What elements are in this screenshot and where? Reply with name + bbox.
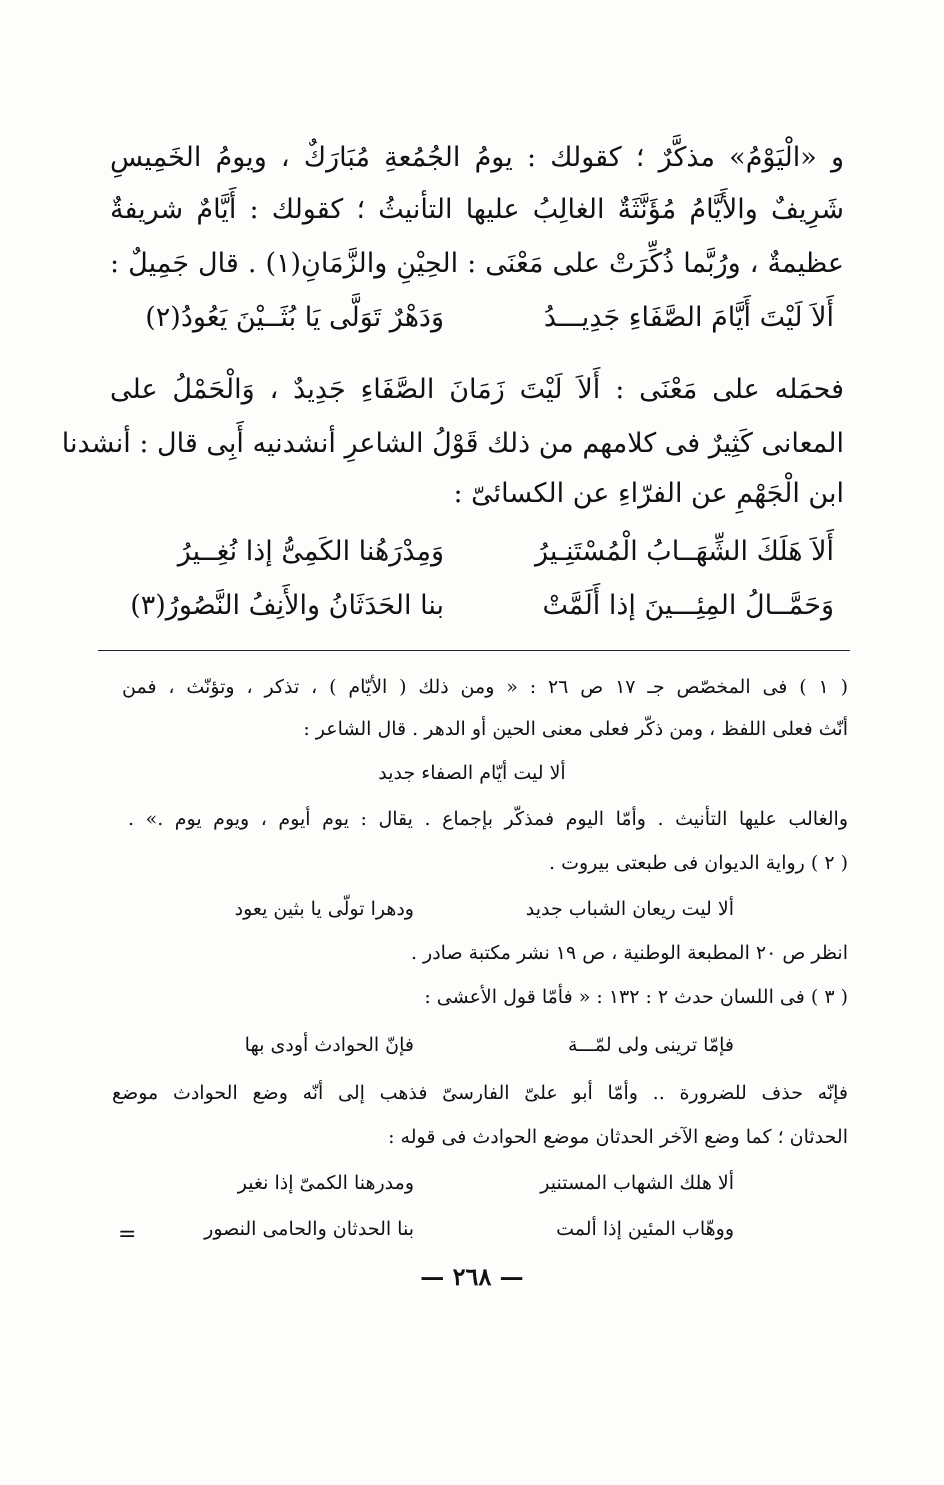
- verse2-line1-left: وَمِدْرَهُنا الكَمِىُّ إذا نُغِــيرُ: [177, 536, 444, 567]
- page-number: — ٢٦٨ —: [420, 1262, 524, 1291]
- footnote-2-verse-left: ودهرا تولّى يا بثين يعود: [234, 898, 414, 920]
- body-line-6: ابن الْجَهْمِ عن الفرّاءِ عن الكسائىّ :: [453, 478, 844, 509]
- continuation-mark: =: [118, 1222, 137, 1247]
- footnote-3-verse2-line1-left: ومدرهنا الكمىّ إذا نغير: [237, 1172, 414, 1194]
- footnote-3-verse2-line1-right: ألا هلك الشهاب المستنير: [540, 1172, 734, 1194]
- footnote-3-verse2-line2-right: ووهّاب المئين إذا ألمت: [556, 1218, 734, 1240]
- footnote-3-line: ( ٣ ) فى اللسان حدث ٢ : ١٣٢ : « فأمّا قول الأعشى :: [424, 986, 848, 1008]
- body-line-1: و «الْيَوْمُ» مذكَّرٌ ؛ كقولك : يومُ الجُمُعةِ مُبَارَكٌ ، ويومُ الخَمِيسِ: [110, 142, 844, 173]
- verse2-line2-left: بنا الحَدَثَانُ والأَنِفُ النَّصُورُ(٣): [130, 590, 444, 621]
- footnote-2-line: ( ٢ ) رواية الديوان فى طبعتى بيروت .: [549, 852, 848, 874]
- footnote-1-line-2: أنّث فعلى اللفظ ، ومن ذكّر فعلى معنى الحين أو الدهر . قال الشاعر :: [303, 718, 848, 740]
- footnote-1-end: والغالب عليها التأنيث . وأمّا اليوم فمذكّر بإجماع . يقال : يوم أيوم ، ويوم يوم .» .: [128, 808, 848, 830]
- verse1-hemistich-left: وَدَهْرٌ تَوَلَّى يَا بُثَــيْنَ يَعُودُ(٢): [145, 302, 444, 333]
- footnote-3-verse-right: فإمّا ترينى ولى لمّـــة: [567, 1034, 734, 1056]
- footnote-1-verse: ألا ليت أيّام الصفاء جديد: [378, 762, 566, 784]
- body-line-4: فحمَله على مَعْنَى : أَلاَ لَيْتَ زَمَانَ الصَّفَاءِ جَدِيدٌ ، وَالْحَمْلُ على: [110, 374, 844, 405]
- footnote-1-line-1: ( ١ ) فى المخصّص جـ ١٧ ص ٢٦ : « ومن ذلك ( الأيّام ) ، تذكر ، وتؤنّث ، فمن: [122, 676, 848, 698]
- verse1-hemistich-right: أَلاَ لَيْتَ أَيَّامَ الصَّفَاءِ جَدِيـــدُ: [543, 302, 834, 333]
- body-line-2: شَرِيفٌ والأَيَّامُ مُؤَنَّثَةٌ الغالِبُ عليها التأنيثُ ؛ كقولك : أَيَّامٌ شريفةٌ: [110, 194, 844, 225]
- body-line-5: المعانى كَثِيرٌ فى كلامهم من ذلك قَوْلُ الشاعرِ أنشدنيه أَبِى قال : أنشدنا: [61, 428, 844, 459]
- footnote-3-verse2-line2-left: بنا الحدثان والحامى النصور: [204, 1218, 414, 1240]
- body-line-3: عظيمةٌ ، ورُبَّما ذُكِّرَتْ على مَعْنَى : الحِيْنِ والزَّمَانِ(١) . قال جَمِيلٌ :: [110, 248, 844, 279]
- footnote-3-text-2: الحدثان ؛ كما وضع الآخر الحدثان موضع الحوادث فى قوله :: [388, 1126, 848, 1148]
- verse2-line2-right: وَحَمَّــالُ المِئِـــينَ إذا أَلَمَّتْ: [542, 590, 834, 621]
- footnote-3-verse-left: فإنّ الحوادث أودى بها: [244, 1034, 414, 1056]
- footnote-3-text-1: فإنّه حذف للضرورة .. وأمّا أبو علىّ الفارسىّ فذهب إلى أنّه وضع الحوادث موضع: [112, 1082, 848, 1104]
- footnote-2-verse-right: ألا ليت ريعان الشباب جديد: [525, 898, 734, 920]
- footnote-separator: [98, 650, 850, 651]
- footnote-2-ref: انظر ص ٢٠ المطبعة الوطنية ، ص ١٩ نشر مكتبة صادر .: [410, 942, 848, 964]
- verse2-line1-right: أَلاَ هَلَكَ الشِّهَــابُ الْمُسْتَنِـيرُ: [535, 536, 834, 567]
